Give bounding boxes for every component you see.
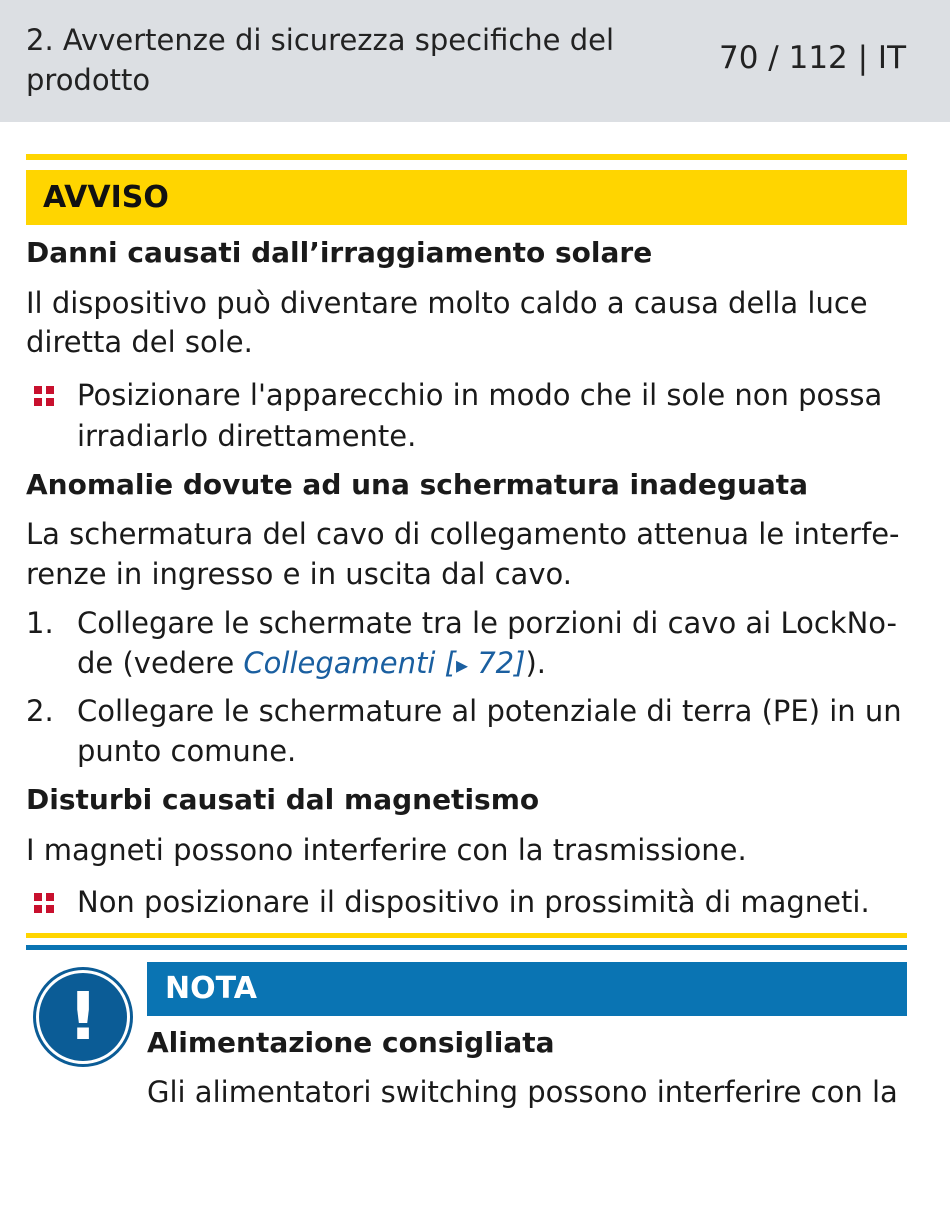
- step-number-2: 2.: [26, 694, 54, 728]
- chapter-title: 2. Avvertenze di sicurezza specifiche del prodotto: [26, 23, 615, 97]
- nota-heading: Alimentazione consigliata: [147, 1026, 555, 1059]
- step-1-line-1: Collegare le schermate tra le porzioni di cavo ai LockNo-: [77, 606, 898, 640]
- exclamation-glyph: !: [67, 978, 99, 1055]
- page-number: 70 / 112 | IT: [719, 40, 906, 76]
- avviso-top-rule: [26, 154, 907, 160]
- magnetism-action: Non posizionare il dispositivo in prossimità di magneti.: [77, 885, 870, 919]
- nota-top-rule: [26, 945, 907, 950]
- section-heading-sun: Danni causati dall’irraggiamento solare: [26, 236, 653, 269]
- section-heading-shielding: Anomalie dovute ad una schermatura inadeguata: [26, 468, 809, 501]
- step-1-line-2-prefix: de (vedere: [77, 646, 244, 680]
- sun-action-line-2: irradiarlo direttamente.: [77, 419, 417, 453]
- link-arrow-icon: ▸: [455, 651, 468, 679]
- sun-text-line-2: diretta del sole.: [26, 325, 253, 359]
- nota-banner: [147, 962, 907, 1016]
- step-2-line-1: Collegare le schermature al potenziale di terra (PE) in un: [77, 694, 902, 728]
- sun-text-line-1: Il dispositivo può diventare molto caldo a causa della luce: [26, 286, 868, 320]
- step-1-line-2-suffix: ).: [525, 646, 546, 680]
- shielding-text-line-2: renze in ingresso e in uscita dal cavo.: [26, 557, 572, 591]
- avviso-bottom-rule: [26, 933, 907, 938]
- step-2-line-2: punto comune.: [77, 734, 297, 768]
- magnetism-text: I magneti possono interferire con la trasmissione.: [26, 833, 747, 867]
- nota-text: Gli alimentatori switching possono interferire con la: [147, 1075, 898, 1109]
- page-header: [0, 0, 950, 122]
- step-1-line-2: [77, 643, 546, 685]
- avviso-banner: [26, 170, 907, 225]
- link-collegamenti[interactable]: [243, 646, 525, 680]
- sun-action-line-1: Posizionare l'apparecchio in modo che il sole non possa: [77, 378, 883, 412]
- link-collegamenti-text: Collegamenti [: [243, 646, 456, 680]
- red-bullet-icon: [34, 893, 54, 913]
- shielding-text-line-1: La schermatura del cavo di collegamento attenua le interfe-: [26, 517, 900, 551]
- step-number-1: 1.: [26, 606, 54, 640]
- nota-label: NOTA: [165, 971, 257, 1006]
- exclamation-icon: [36, 970, 130, 1064]
- link-page-ref: 72]: [468, 646, 526, 680]
- section-heading-magnetism: Disturbi causati dal magnetismo: [26, 783, 540, 816]
- red-bullet-icon: [34, 386, 54, 406]
- avviso-label: AVVISO: [43, 180, 169, 215]
